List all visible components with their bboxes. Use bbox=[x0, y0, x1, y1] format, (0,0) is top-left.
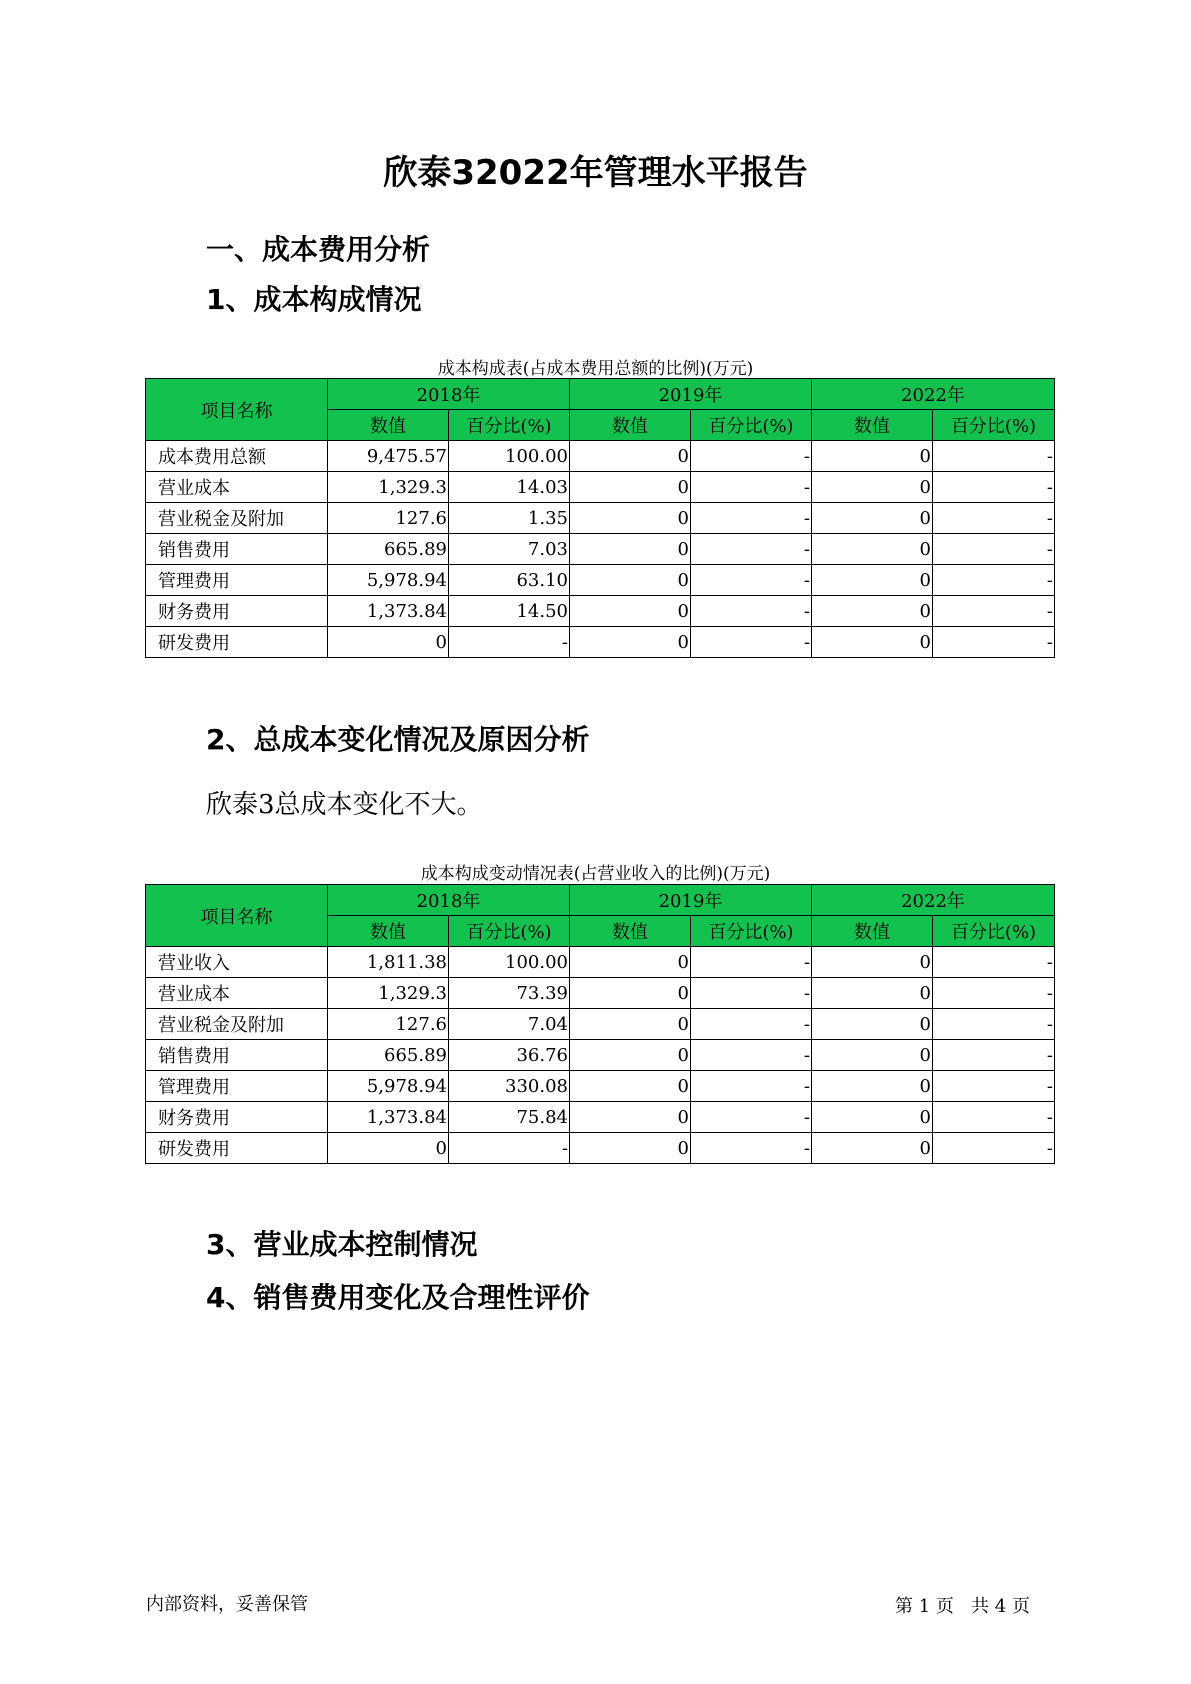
value-cell: 0 bbox=[812, 1133, 933, 1164]
percent-cell: 36.76 bbox=[449, 1040, 570, 1071]
value-cell: 0 bbox=[570, 534, 691, 565]
percent-cell: - bbox=[691, 441, 812, 472]
year-header-2018: 2018年 bbox=[328, 885, 570, 916]
value-cell: 0 bbox=[570, 1102, 691, 1133]
value-cell: 0 bbox=[570, 472, 691, 503]
value-cell: 0 bbox=[812, 978, 933, 1009]
table1-body bbox=[146, 441, 1055, 658]
table-row bbox=[146, 441, 1055, 472]
table-row bbox=[146, 1009, 1055, 1040]
subheading-total-cost-change: 2、总成本变化情况及原因分析 bbox=[206, 723, 590, 756]
table-row bbox=[146, 1071, 1055, 1102]
table1-caption: 成本构成表(占成本费用总额的比例)(万元) bbox=[437, 359, 754, 379]
value-header: 数值 bbox=[570, 410, 691, 441]
row-label: 成本费用总额 bbox=[146, 441, 328, 472]
row-label: 研发费用 bbox=[146, 1133, 328, 1164]
percent-header: 百分比(%) bbox=[933, 410, 1055, 441]
value-cell: 0 bbox=[812, 596, 933, 627]
row-label: 营业成本 bbox=[146, 978, 328, 1009]
value-cell: 0 bbox=[812, 441, 933, 472]
subheading-cost-composition: 1、成本构成情况 bbox=[206, 283, 422, 316]
percent-cell: 1.35 bbox=[449, 503, 570, 534]
table-row bbox=[146, 534, 1055, 565]
table-row bbox=[146, 1133, 1055, 1164]
table-row bbox=[146, 472, 1055, 503]
percent-header: 百分比(%) bbox=[691, 410, 812, 441]
percent-cell: - bbox=[933, 978, 1055, 1009]
row-label: 管理费用 bbox=[146, 565, 328, 596]
year-header-2022: 2022年 bbox=[812, 379, 1055, 410]
value-cell: 0 bbox=[570, 596, 691, 627]
cost-composition-table bbox=[145, 378, 1055, 658]
percent-cell: - bbox=[933, 472, 1055, 503]
row-label: 研发费用 bbox=[146, 627, 328, 658]
row-label: 营业成本 bbox=[146, 472, 328, 503]
row-label: 营业税金及附加 bbox=[146, 1009, 328, 1040]
cost-change-table bbox=[145, 884, 1055, 1164]
value-cell: 0 bbox=[570, 627, 691, 658]
subheading-operating-cost-control: 3、营业成本控制情况 bbox=[206, 1228, 478, 1261]
percent-cell: - bbox=[691, 627, 812, 658]
percent-cell: - bbox=[933, 441, 1055, 472]
value-cell: 0 bbox=[570, 1040, 691, 1071]
value-cell: 0 bbox=[812, 503, 933, 534]
year-header-2019: 2019年 bbox=[570, 379, 812, 410]
footer-page-number: 第 1 页 共 4 页 bbox=[895, 1596, 1030, 1617]
percent-cell: - bbox=[691, 1040, 812, 1071]
value-cell: 1,329.3 bbox=[328, 472, 449, 503]
percent-header: 百分比(%) bbox=[691, 916, 812, 947]
percent-cell: 100.00 bbox=[449, 441, 570, 472]
percent-cell: 330.08 bbox=[449, 1071, 570, 1102]
value-cell: 0 bbox=[570, 441, 691, 472]
value-cell: 0 bbox=[570, 947, 691, 978]
year-header-2019: 2019年 bbox=[570, 885, 812, 916]
row-label: 销售费用 bbox=[146, 1040, 328, 1071]
value-cell: 0 bbox=[328, 627, 449, 658]
value-cell: 5,978.94 bbox=[328, 565, 449, 596]
percent-cell: 7.04 bbox=[449, 1009, 570, 1040]
percent-header: 百分比(%) bbox=[449, 410, 570, 441]
row-label: 财务费用 bbox=[146, 596, 328, 627]
percent-cell: - bbox=[691, 1009, 812, 1040]
value-cell: 0 bbox=[812, 1040, 933, 1071]
row-label: 销售费用 bbox=[146, 534, 328, 565]
percent-cell: - bbox=[933, 596, 1055, 627]
value-cell: 9,475.57 bbox=[328, 441, 449, 472]
percent-cell: - bbox=[449, 1133, 570, 1164]
subheading-sales-expense-evaluation: 4、销售费用变化及合理性评价 bbox=[206, 1281, 590, 1314]
percent-cell: - bbox=[691, 947, 812, 978]
value-header: 数值 bbox=[328, 410, 449, 441]
table-row bbox=[146, 503, 1055, 534]
percent-cell: - bbox=[449, 627, 570, 658]
section-heading-cost-analysis: 一、成本费用分析 bbox=[206, 233, 431, 266]
table-row bbox=[146, 627, 1055, 658]
value-cell: 0 bbox=[570, 978, 691, 1009]
percent-cell: 100.00 bbox=[449, 947, 570, 978]
value-cell: 0 bbox=[812, 565, 933, 596]
row-label: 营业收入 bbox=[146, 947, 328, 978]
table-row bbox=[146, 596, 1055, 627]
percent-cell: 63.10 bbox=[449, 565, 570, 596]
value-cell: 0 bbox=[570, 1071, 691, 1102]
percent-cell: 14.50 bbox=[449, 596, 570, 627]
percent-cell: - bbox=[691, 503, 812, 534]
percent-cell: 73.39 bbox=[449, 978, 570, 1009]
document-title: 欣泰32022年管理水平报告 bbox=[383, 153, 808, 193]
percent-cell: - bbox=[933, 1133, 1055, 1164]
value-cell: 0 bbox=[328, 1133, 449, 1164]
percent-cell: - bbox=[933, 627, 1055, 658]
table-row bbox=[146, 1102, 1055, 1133]
item-name-header: 项目名称 bbox=[146, 885, 328, 947]
value-header: 数值 bbox=[570, 916, 691, 947]
percent-cell: 75.84 bbox=[449, 1102, 570, 1133]
value-cell: 665.89 bbox=[328, 1040, 449, 1071]
percent-cell: - bbox=[691, 596, 812, 627]
table-row bbox=[146, 565, 1055, 596]
row-label: 营业税金及附加 bbox=[146, 503, 328, 534]
item-name-header: 项目名称 bbox=[146, 379, 328, 441]
table2-body bbox=[146, 947, 1055, 1164]
percent-cell: - bbox=[691, 1133, 812, 1164]
row-label: 管理费用 bbox=[146, 1071, 328, 1102]
value-header: 数值 bbox=[328, 916, 449, 947]
value-cell: 0 bbox=[812, 472, 933, 503]
value-cell: 0 bbox=[812, 627, 933, 658]
value-cell: 0 bbox=[570, 1009, 691, 1040]
percent-cell: - bbox=[691, 472, 812, 503]
percent-cell: - bbox=[933, 1040, 1055, 1071]
percent-cell: - bbox=[691, 1071, 812, 1102]
percent-cell: - bbox=[933, 1009, 1055, 1040]
value-header: 数值 bbox=[812, 410, 933, 441]
percent-header: 百分比(%) bbox=[449, 916, 570, 947]
value-cell: 665.89 bbox=[328, 534, 449, 565]
table2-caption: 成本构成变动情况表(占营业收入的比例)(万元) bbox=[420, 864, 771, 884]
percent-cell: - bbox=[933, 947, 1055, 978]
value-cell: 5,978.94 bbox=[328, 1071, 449, 1102]
year-header-2022: 2022年 bbox=[812, 885, 1055, 916]
value-cell: 1,373.84 bbox=[328, 1102, 449, 1133]
value-cell: 0 bbox=[812, 1071, 933, 1102]
value-cell: 0 bbox=[570, 565, 691, 596]
value-cell: 1,811.38 bbox=[328, 947, 449, 978]
value-cell: 127.6 bbox=[328, 1009, 449, 1040]
percent-cell: - bbox=[933, 565, 1055, 596]
percent-cell: - bbox=[691, 534, 812, 565]
total-cost-change-text: 欣泰3总成本变化不大。 bbox=[206, 790, 483, 820]
percent-header: 百分比(%) bbox=[933, 916, 1055, 947]
percent-cell: - bbox=[933, 1071, 1055, 1102]
percent-cell: - bbox=[933, 1102, 1055, 1133]
year-header-2018: 2018年 bbox=[328, 379, 570, 410]
value-cell: 0 bbox=[812, 947, 933, 978]
row-label: 财务费用 bbox=[146, 1102, 328, 1133]
value-cell: 0 bbox=[812, 1009, 933, 1040]
value-cell: 0 bbox=[570, 503, 691, 534]
value-header: 数值 bbox=[812, 916, 933, 947]
table-row bbox=[146, 947, 1055, 978]
value-cell: 1,329.3 bbox=[328, 978, 449, 1009]
value-cell: 0 bbox=[812, 534, 933, 565]
percent-cell: - bbox=[933, 534, 1055, 565]
percent-cell: - bbox=[691, 1102, 812, 1133]
percent-cell: - bbox=[691, 978, 812, 1009]
value-cell: 1,373.84 bbox=[328, 596, 449, 627]
value-cell: 0 bbox=[570, 1133, 691, 1164]
percent-cell: - bbox=[691, 565, 812, 596]
percent-cell: 7.03 bbox=[449, 534, 570, 565]
value-cell: 127.6 bbox=[328, 503, 449, 534]
value-cell: 0 bbox=[812, 1102, 933, 1133]
percent-cell: 14.03 bbox=[449, 472, 570, 503]
table-row bbox=[146, 1040, 1055, 1071]
table-row bbox=[146, 978, 1055, 1009]
percent-cell: - bbox=[933, 503, 1055, 534]
footer-confidential-note: 内部资料，妥善保管 bbox=[146, 1594, 308, 1615]
